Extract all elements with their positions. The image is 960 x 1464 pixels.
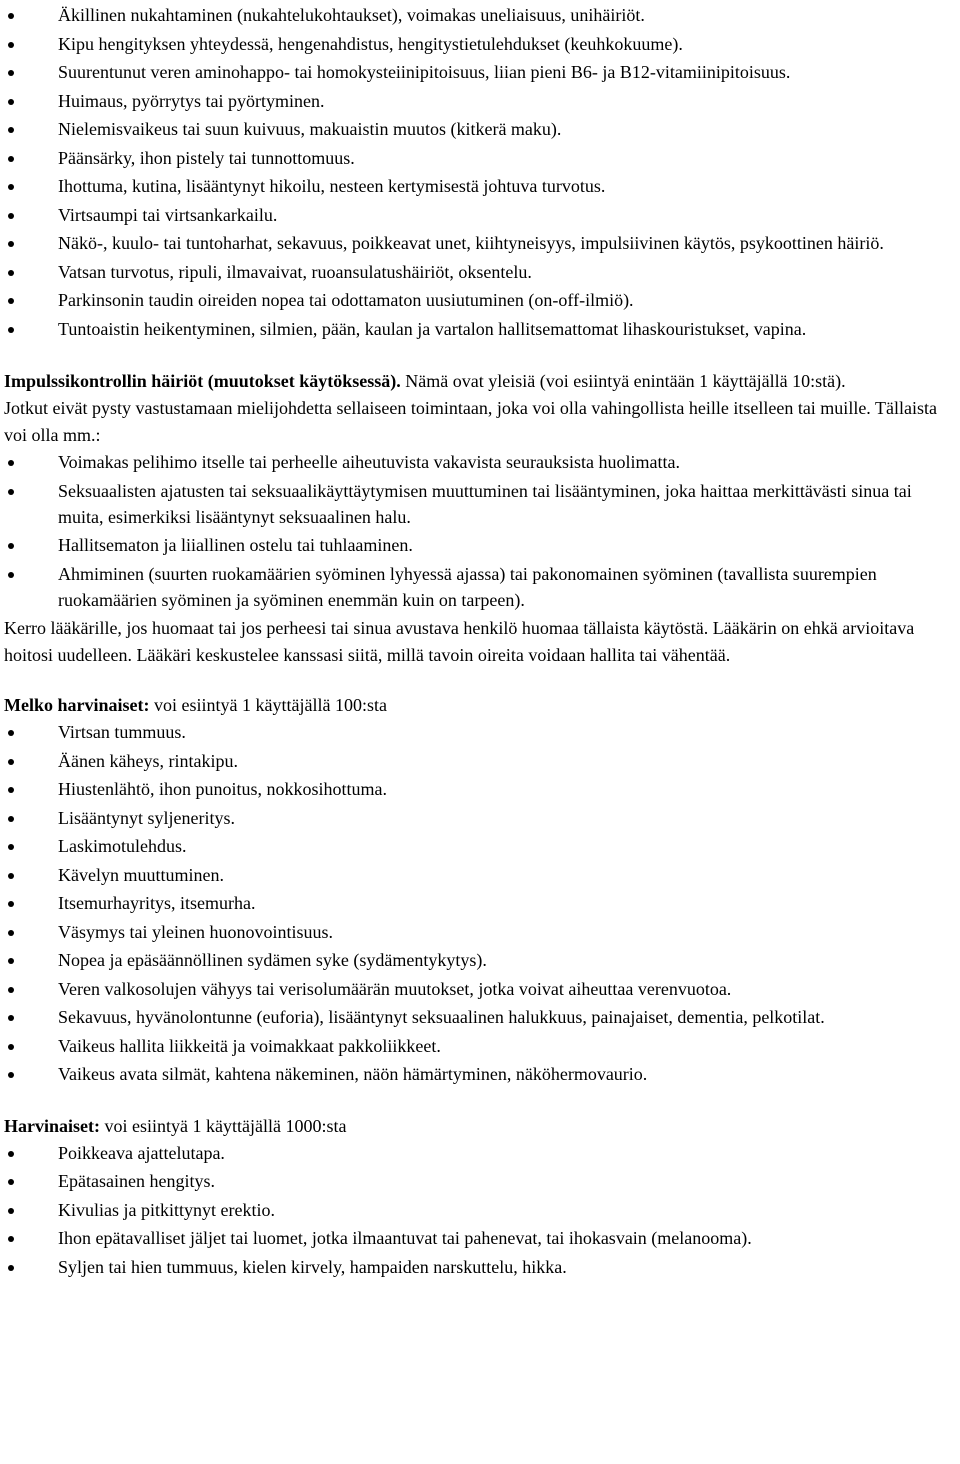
bullet-icon	[8, 1208, 14, 1214]
spacer	[0, 344, 960, 368]
bullet-icon	[8, 1265, 14, 1271]
uncommon-side-effects-list	[0, 719, 960, 1087]
rare-heading: Harvinaiset: voi esiintyä 1 käyttäjällä 1000:sta	[4, 1115, 347, 1136]
bullet-icon	[8, 489, 14, 495]
uncommon-heading: Melko harvinaiset: voi esiintyä 1 käyttäjällä 100:sta	[4, 695, 387, 715]
spacer	[0, 1090, 960, 1113]
bullet-icon	[8, 13, 14, 19]
list-item: Hiustenlähtö, ihon punoitus, nokkosihottuma.	[0, 776, 960, 802]
list-item: Tuntoaistin heikentyminen, silmien, pään, kaulan ja vartalon hallitsemattomat lihaskouristukset, vapina.	[0, 316, 960, 342]
bullet-icon	[8, 958, 14, 964]
list-item: Vatsan turvotus, ripuli, ilmavaivat, ruoansulatushäiriöt, oksentelu.	[0, 259, 960, 285]
bullet-icon	[8, 460, 14, 466]
list-item: Parkinsonin taudin oireiden nopea tai odottamaton uusiutuminen (on-off-ilmiö).	[0, 287, 960, 313]
list-item: Hallitsematon ja liiallinen ostelu tai tuhlaaminen.	[0, 532, 960, 558]
bullet-icon	[8, 759, 14, 765]
impulse-control-list	[0, 449, 960, 613]
bullet-icon	[8, 873, 14, 879]
list-item: Äänen käheys, rintakipu.	[0, 748, 960, 774]
bullet-icon	[8, 241, 14, 247]
list-item: Nielemisvaikeus tai suun kuivuus, makuaistin muutos (kitkerä maku).	[0, 116, 960, 142]
list-item: Poikkeava ajattelutapa.	[0, 1140, 960, 1166]
list-item: Kävelyn muuttuminen.	[0, 862, 960, 888]
list-item: Suurentunut veren aminohappo- tai homokysteiinipitoisuus, liian pieni B6- ja B12-vitamiinipitoisuus.	[0, 59, 960, 85]
list-item: Vaikeus hallita liikkeitä ja voimakkaat pakkoliikkeet.	[0, 1033, 960, 1059]
bullet-icon	[8, 1236, 14, 1242]
impulse-control-intro: Jotkut eivät pysty vastustamaan mielijohdetta sellaiseen toimintaan, joka voi olla vahingollista heille itselleen tai muille. Tällaista voi olla mm.:	[4, 398, 937, 445]
bullet-icon	[8, 298, 14, 304]
list-item: Voimakas pelihimo itselle tai perheelle aiheutuvista vakavista seurauksista huolimatta.	[0, 449, 960, 475]
list-item: Kivulias ja pitkittynyt erektio.	[0, 1197, 960, 1223]
list-item: Syljen tai hien tummuus, kielen kirvely, hampaiden narskuttelu, hikka.	[0, 1254, 960, 1280]
list-item: Epätasainen hengitys.	[0, 1168, 960, 1194]
bullet-icon	[8, 1044, 14, 1050]
bullet-icon	[8, 1151, 14, 1157]
impulse-control-outro: Kerro lääkärille, jos huomaat tai jos perheesi tai sinua avustava henkilö huomaa tällaista käytöstä. Lääkärin on ehkä arvioitava hoitosi uudelleen. Lääkäri keskustelee kanssasi siitä, millä tavoin oireita voidaan hallita tai vähentää.	[4, 618, 915, 665]
bullet-icon	[8, 70, 14, 76]
bullet-icon	[8, 901, 14, 907]
bullet-icon	[8, 270, 14, 276]
bullet-icon	[8, 127, 14, 133]
bullet-icon	[8, 543, 14, 549]
list-item: Ahmiminen (suurten ruokamäärien syöminen lyhyessä ajassa) tai pakonomainen syöminen (tavallista suurempien ruokamäärien syöminen ja syöminen enemmän kuin on tarpeen).	[0, 561, 960, 613]
bullet-icon	[8, 1179, 14, 1185]
bullet-icon	[8, 572, 14, 578]
spacer	[0, 669, 960, 692]
list-item: Veren valkosolujen vähyys tai verisolumäärän muutokset, jotka voivat aiheuttaa verenvuotoa.	[0, 976, 960, 1002]
rare-side-effects-list	[0, 1140, 960, 1280]
list-item: Laskimotulehdus.	[0, 833, 960, 859]
bullet-icon	[8, 816, 14, 822]
list-item: Väsymys tai yleinen huonovointisuus.	[0, 919, 960, 945]
bullet-icon	[8, 156, 14, 162]
list-item: Vaikeus avata silmät, kahtena näkeminen, näön hämärtyminen, näköhermovaurio.	[0, 1061, 960, 1087]
common-side-effects-list	[0, 2, 960, 342]
list-item: Kipu hengityksen yhteydessä, hengenahdistus, hengitystietulehdukset (keuhkokuume).	[0, 31, 960, 57]
bullet-icon	[8, 987, 14, 993]
list-item: Itsemurhayritys, itsemurha.	[0, 890, 960, 916]
impulse-control-heading: Impulssikontrollin häiriöt (muutokset käytöksessä). Nämä ovat yleisiä (voi esiintyä enintään 1 käyttäjällä 10:stä).	[4, 371, 846, 391]
list-item: Seksuaalisten ajatusten tai seksuaalikäyttäytymisen muuttuminen tai lisääntyminen, joka haittaa merkittävästi sinua tai muita, esimerkiksi lisääntynyt seksuaalinen halu.	[0, 478, 960, 530]
bullet-icon	[8, 730, 14, 736]
bullet-icon	[8, 1072, 14, 1078]
list-item: Näkö-, kuulo- tai tuntoharhat, sekavuus, poikkeavat unet, kiihtyneisyys, impulsiivinen käytös, psykoottinen häiriö.	[0, 230, 960, 256]
bullet-icon	[8, 42, 14, 48]
list-item: Ihon epätavalliset jäljet tai luomet, jotka ilmaantuvat tai pahenevat, tai ihokasvain (melanooma).	[0, 1225, 960, 1251]
list-item: Päänsärky, ihon pistely tai tunnottomuus.	[0, 145, 960, 171]
bullet-icon	[8, 1015, 14, 1021]
bullet-icon	[8, 327, 14, 333]
list-item: Ihottuma, kutina, lisääntynyt hikoilu, nesteen kertymisestä johtuva turvotus.	[0, 173, 960, 199]
list-item: Äkillinen nukahtaminen (nukahtelukohtaukset), voimakas uneliaisuus, unihäiriöt.	[0, 2, 960, 28]
bullet-icon	[8, 213, 14, 219]
list-item: Virtsan tummuus.	[0, 719, 960, 745]
bullet-icon	[8, 930, 14, 936]
bullet-icon	[8, 787, 14, 793]
list-item: Huimaus, pyörrytys tai pyörtyminen.	[0, 88, 960, 114]
bullet-icon	[8, 99, 14, 105]
bullet-icon	[8, 184, 14, 190]
list-item: Lisääntynyt syljeneritys.	[0, 805, 960, 831]
list-item: Sekavuus, hyvänolontunne (euforia), lisääntynyt seksuaalinen halukkuus, painajaiset, dementia, pelkotilat.	[0, 1004, 960, 1030]
list-item: Virtsaumpi tai virtsankarkailu.	[0, 202, 960, 228]
bullet-icon	[8, 844, 14, 850]
list-item: Nopea ja epäsäännöllinen sydämen syke (sydämentykytys).	[0, 947, 960, 973]
